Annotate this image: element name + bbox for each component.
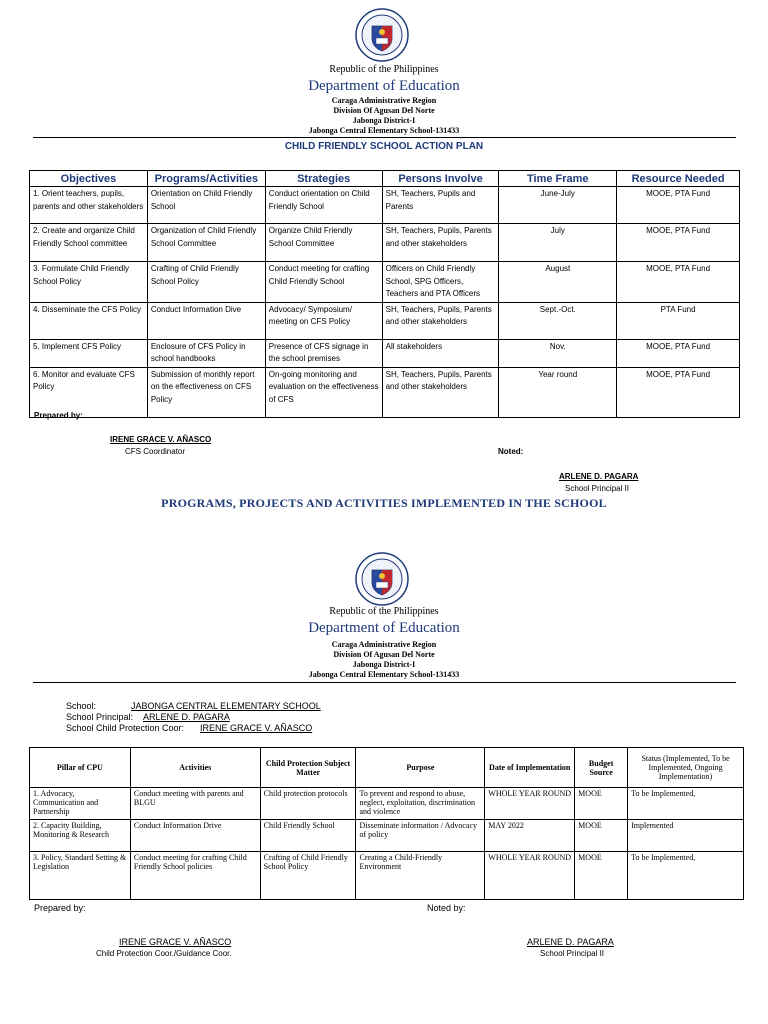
table-cell: MOOE, PTA Fund bbox=[617, 187, 740, 224]
table-cell: Implemented bbox=[628, 820, 744, 852]
table-cell: 2. Create and organize Child Friendly School committee bbox=[30, 224, 148, 262]
noted-by-label: Noted by: bbox=[427, 903, 466, 913]
column-header: Child Protection Subject Matter bbox=[260, 748, 356, 788]
table-cell: To be Implemented, bbox=[628, 852, 744, 900]
prepared-by-name: IRENE GRACE V. AÑASCO bbox=[110, 435, 212, 444]
table-cell: July bbox=[499, 224, 617, 262]
table-cell: To prevent and respond to abuse, neglect, exploitation, discrimination and violence bbox=[356, 788, 485, 820]
noted-by-role: School Principal II bbox=[565, 484, 630, 493]
column-header: Strategies bbox=[265, 171, 382, 187]
region-text: Caraga Administrative Region bbox=[331, 640, 437, 649]
district-text: Jabonga District-I bbox=[352, 116, 416, 125]
table-cell: MOOE bbox=[575, 788, 628, 820]
table-cell: Conduct meeting for crafting Child Friendly School bbox=[265, 262, 382, 303]
table-cell: Submission of monthly report on the effectiveness on CFS Policy bbox=[147, 367, 265, 417]
ppa-header-row bbox=[30, 748, 744, 788]
division-text: Division Of Agusan Del Norte bbox=[333, 106, 435, 115]
column-header: Purpose bbox=[356, 748, 485, 788]
prepared-by-role: Child Protection Coor./Guidance Coor. bbox=[96, 949, 232, 958]
prepared-by-label: Prepared by: bbox=[34, 903, 86, 913]
table-cell: Advocacy/ Symposium/ meeting on CFS Policy bbox=[265, 302, 382, 339]
deped-seal-icon bbox=[355, 8, 409, 62]
table-cell: Creating a Child-Friendly Environment bbox=[356, 852, 485, 900]
table-row bbox=[30, 852, 744, 900]
table-cell: MOOE, PTA Fund bbox=[617, 339, 740, 367]
deped-seal-icon bbox=[355, 552, 409, 606]
department-title: Department of Education bbox=[308, 620, 460, 636]
column-header: Status (Implemented, To be Implemented, Ongoing Implementation) bbox=[628, 748, 744, 788]
table-cell: MOOE bbox=[575, 852, 628, 900]
column-header: Objectives bbox=[30, 171, 148, 187]
prepared-by-name: IRENE GRACE V. AÑASCO bbox=[119, 937, 232, 947]
column-header: Activities bbox=[130, 748, 260, 788]
table-cell: 5. Implement CFS Policy bbox=[30, 339, 148, 367]
table-cell: June-July bbox=[499, 187, 617, 224]
table-cell: WHOLE YEAR ROUND bbox=[485, 852, 575, 900]
table-cell: Disseminate information / Advocacy of policy bbox=[356, 820, 485, 852]
republic-text: Republic of the Philippines bbox=[329, 606, 439, 617]
table-cell: Child protection protocols bbox=[260, 788, 356, 820]
column-header: Date of Implementation bbox=[485, 748, 575, 788]
school-text: Jabonga Central Elementary School-131433 bbox=[308, 670, 460, 679]
table-cell: 1. Orient teachers, pupils, parents and other stakeholders bbox=[30, 187, 148, 224]
noted-by-name: ARLENE D. PAGARA bbox=[559, 472, 639, 481]
table-cell: MOOE, PTA Fund bbox=[617, 224, 740, 262]
principal-label: School Principal: bbox=[66, 712, 134, 722]
table-cell: Conduct orientation on Child Friendly School bbox=[265, 187, 382, 224]
table-cell: Year round bbox=[499, 367, 617, 417]
table-row bbox=[30, 187, 740, 224]
column-header: Time Frame bbox=[499, 171, 617, 187]
table-cell: SH, Teachers, Pupils, Parents and other stakeholders bbox=[382, 224, 499, 262]
table-cell: Orientation on Child Friendly School bbox=[147, 187, 265, 224]
header-rule bbox=[33, 682, 736, 683]
coor-value: IRENE GRACE V. AÑASCO bbox=[200, 723, 313, 733]
table-row bbox=[30, 788, 744, 820]
table-cell: To be Implemented, bbox=[628, 788, 744, 820]
table-row bbox=[30, 820, 744, 852]
table-cell: 3. Formulate Child Friendly School Policy bbox=[30, 262, 148, 303]
noted-by-name: ARLENE D. PAGARA bbox=[527, 937, 614, 947]
prepared-by-label: Prepared by: bbox=[34, 411, 83, 420]
region-text: Caraga Administrative Region bbox=[331, 96, 437, 105]
school-value: JABONGA CENTRAL ELEMENTARY SCHOOL bbox=[131, 701, 321, 711]
department-title: Department of Education bbox=[308, 78, 460, 94]
table-cell: Enclosure of CFS Policy in school handbooks bbox=[147, 339, 265, 367]
ppa-table bbox=[29, 747, 744, 900]
table-cell: Nov. bbox=[499, 339, 617, 367]
table-cell: Sept.-Oct. bbox=[499, 302, 617, 339]
table-cell: MOOE, PTA Fund bbox=[617, 262, 740, 303]
table-cell: SH, Teachers, Pupils and Parents bbox=[382, 187, 499, 224]
table-cell: Crafting of Child Friendly School Policy bbox=[260, 852, 356, 900]
table-cell: MOOE, PTA Fund bbox=[617, 367, 740, 417]
table-cell: All stakeholders bbox=[382, 339, 499, 367]
table-row bbox=[30, 302, 740, 339]
table-row bbox=[30, 224, 740, 262]
table-cell: Conduct meeting for crafting Child Friendly School policies bbox=[130, 852, 260, 900]
table-cell: August bbox=[499, 262, 617, 303]
table-cell: Child Friendly School bbox=[260, 820, 356, 852]
table-row bbox=[30, 367, 740, 417]
header-rule bbox=[33, 137, 736, 138]
prepared-by-role: CFS Coordinator bbox=[125, 447, 186, 456]
section-title: PROGRAMS, PROJECTS AND ACTIVITIES IMPLEMENTED IN THE SCHOOL bbox=[161, 496, 607, 510]
table-cell: MOOE bbox=[575, 820, 628, 852]
table-cell: SH, Teachers, Pupils, Parents and other stakeholders bbox=[382, 367, 499, 417]
table-cell: Organization of Child Friendly School Committee bbox=[147, 224, 265, 262]
table-cell: Conduct Information Dive bbox=[147, 302, 265, 339]
action-plan-header-row bbox=[30, 171, 740, 187]
school-label: School: bbox=[66, 701, 97, 711]
table-cell: MAY 2022 bbox=[485, 820, 575, 852]
table-row bbox=[30, 339, 740, 367]
noted-label: Noted: bbox=[498, 447, 524, 456]
column-header: Pillar of CPU bbox=[30, 748, 131, 788]
coor-label: School Child Protection Coor: bbox=[66, 723, 185, 733]
table-cell: SH, Teachers, Pupils, Parents and other stakeholders bbox=[382, 302, 499, 339]
table-cell: 6. Monitor and evaluate CFS Policy bbox=[30, 367, 148, 417]
table-cell: 3. Policy, Standard Setting & Legislation bbox=[30, 852, 131, 900]
table-cell: Organize Child Friendly School Committee bbox=[265, 224, 382, 262]
table-cell: WHOLE YEAR ROUND bbox=[485, 788, 575, 820]
table-cell: 1. Advocacy, Communication and Partnership bbox=[30, 788, 131, 820]
division-text: Division Of Agusan Del Norte bbox=[333, 650, 435, 659]
action-plan-table bbox=[29, 170, 740, 418]
republic-text: Republic of the Philippines bbox=[329, 64, 439, 75]
district-text: Jabonga District-I bbox=[352, 660, 416, 669]
column-header: Programs/Activities bbox=[147, 171, 265, 187]
table-cell: On-going monitoring and evaluation on the effectiveness of CFS bbox=[265, 367, 382, 417]
noted-by-role: School Principal II bbox=[540, 949, 605, 958]
table-cell: Conduct Information Drive bbox=[130, 820, 260, 852]
table-cell: PTA Fund bbox=[617, 302, 740, 339]
table-cell: Officers on Child Friendly School, SPG Officers, Teachers and PTA Officers bbox=[382, 262, 499, 303]
school-text: Jabonga Central Elementary School-131433 bbox=[308, 126, 460, 135]
table-cell: 2. Capacity Building, Monitoring & Research bbox=[30, 820, 131, 852]
table-cell: Presence of CFS signage in the school premises bbox=[265, 339, 382, 367]
table-cell: Crafting of Child Friendly School Policy bbox=[147, 262, 265, 303]
table-row bbox=[30, 262, 740, 303]
table-cell: Conduct meeting with parents and BLGU bbox=[130, 788, 260, 820]
column-header: Persons Involve bbox=[382, 171, 499, 187]
column-header: Resource Needed bbox=[617, 171, 740, 187]
column-header: Budget Source bbox=[575, 748, 628, 788]
principal-value: ARLENE D. PAGARA bbox=[143, 712, 230, 722]
table-cell: 4. Disseminate the CFS Policy bbox=[30, 302, 148, 339]
action-plan-title: CHILD FRIENDLY SCHOOL ACTION PLAN bbox=[284, 141, 484, 152]
